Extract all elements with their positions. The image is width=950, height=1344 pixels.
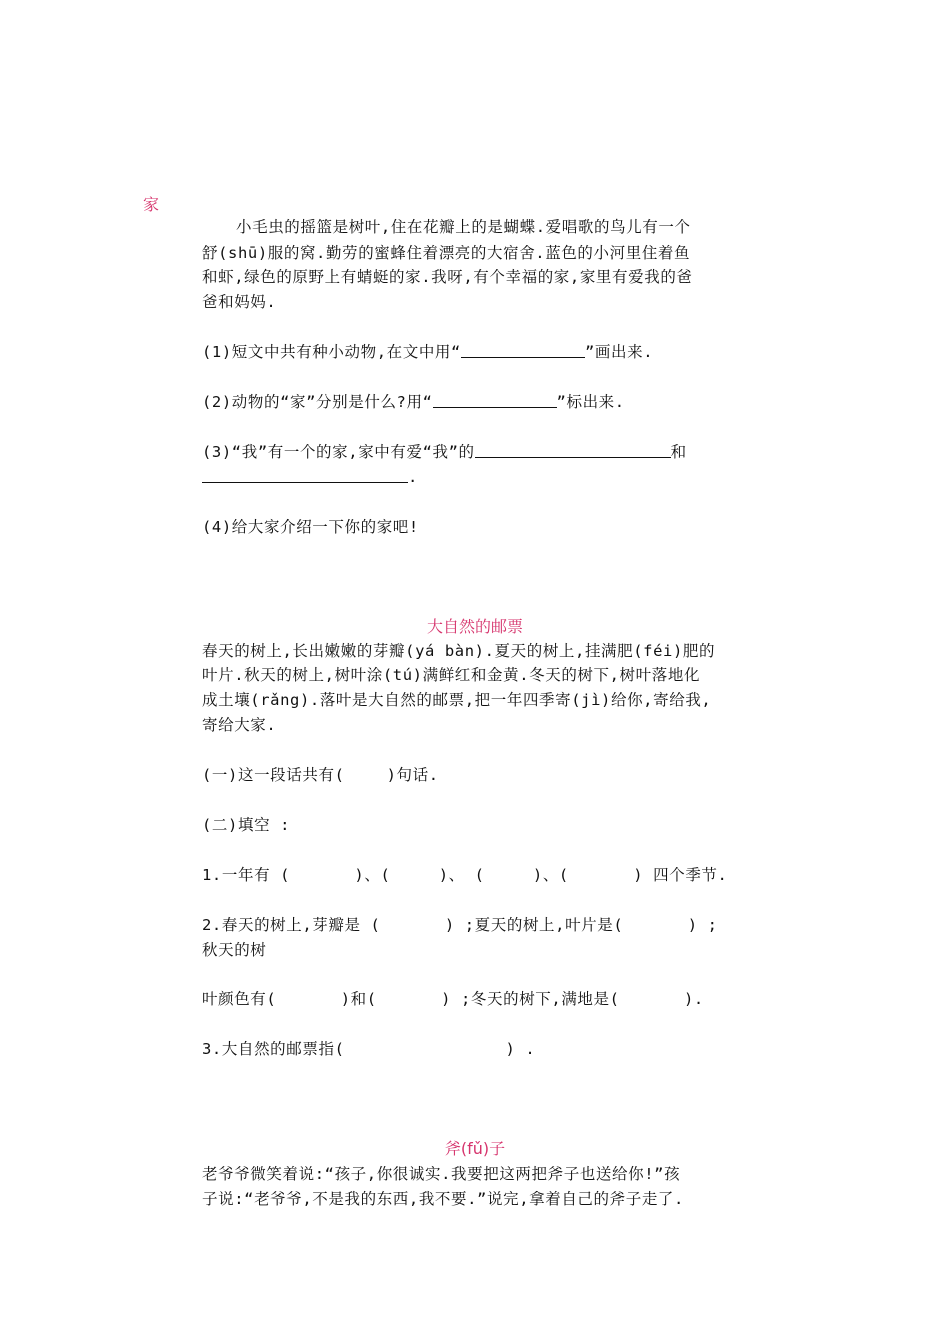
question-fill-heading: (二)填空 : <box>202 816 291 834</box>
passage-line: 和虾,绿色的原野上有蜻蜓的家.我呀,有个幸福的家,家里有爱我的爸 <box>202 268 693 286</box>
passage-line: 老爷爷微笑着说:“孩子,你很诚实.我要把这两把斧子也送给你!”孩 <box>202 1165 681 1183</box>
section-title-axe: 斧(fǔ)子 <box>444 1139 506 1158</box>
fill-item-2: 2.春天的树上,芽瓣是 ( ) ;夏天的树上,叶片是( ) ; <box>202 916 718 934</box>
fill-item-2-wrap: 秋天的树 <box>202 941 267 959</box>
passage-line: 春天的树上,长出嫩嫩的芽瓣(yá bàn).夏天的树上,挂满肥(féi)肥的 <box>202 642 716 660</box>
fill-item-1: 1.一年有 ( )、( )、 ( )、( ) 四个季节. <box>202 866 728 884</box>
section-title-home: 家 <box>143 195 160 214</box>
passage-line: 子说:“老爷爷,不是我的东西,我不要.”说完,拿着自己的斧子走了. <box>202 1190 684 1208</box>
answer-blank[interactable] <box>461 343 585 358</box>
passage-line: 叶片.秋天的树上,树叶涂(tú)满鲜红和金黄.冬天的树下,树叶落地化 <box>202 666 701 684</box>
question-4: (4)给大家介绍一下你的家吧! <box>202 518 419 536</box>
passage-line: 成土壤(rǎng).落叶是大自然的邮票,把一年四季寄(jì)给你,寄给我, <box>202 691 712 709</box>
fill-item-2-continued: 叶颜色有( )和( ) ;冬天的树下,满地是( ). <box>202 990 704 1008</box>
passage-line: 小毛虫的摇篮是树叶,住在花瓣上的是蝴蝶.爱唱歌的鸟儿有一个 <box>236 218 691 236</box>
answer-blank[interactable] <box>202 468 408 483</box>
answer-blank[interactable] <box>475 443 671 458</box>
answer-blank[interactable] <box>433 393 557 408</box>
passage-line: 寄给大家. <box>202 716 277 734</box>
question-2: (2)动物的“家”分别是什么?用“ ”标出来. <box>202 393 625 411</box>
passage-line: 爸和妈妈. <box>202 293 277 311</box>
fill-item-3: 3.大自然的邮票指( ) . <box>202 1040 536 1058</box>
question-3: (3)“我”有一个的家,家中有爱“我”的 和 <box>202 443 687 461</box>
question-sentence-count: (一)这一段话共有( )句话. <box>202 766 439 784</box>
question-3-continued: . <box>202 464 418 490</box>
passage-line: 舒(shū)服的窝.勤劳的蜜蜂住着漂亮的大宿舍.蓝色的小河里住着鱼 <box>202 244 691 262</box>
section-title-stamps: 大自然的邮票 <box>426 617 523 636</box>
question-1: (1)短文中共有种小动物,在文中用“ ”画出来. <box>202 343 654 361</box>
